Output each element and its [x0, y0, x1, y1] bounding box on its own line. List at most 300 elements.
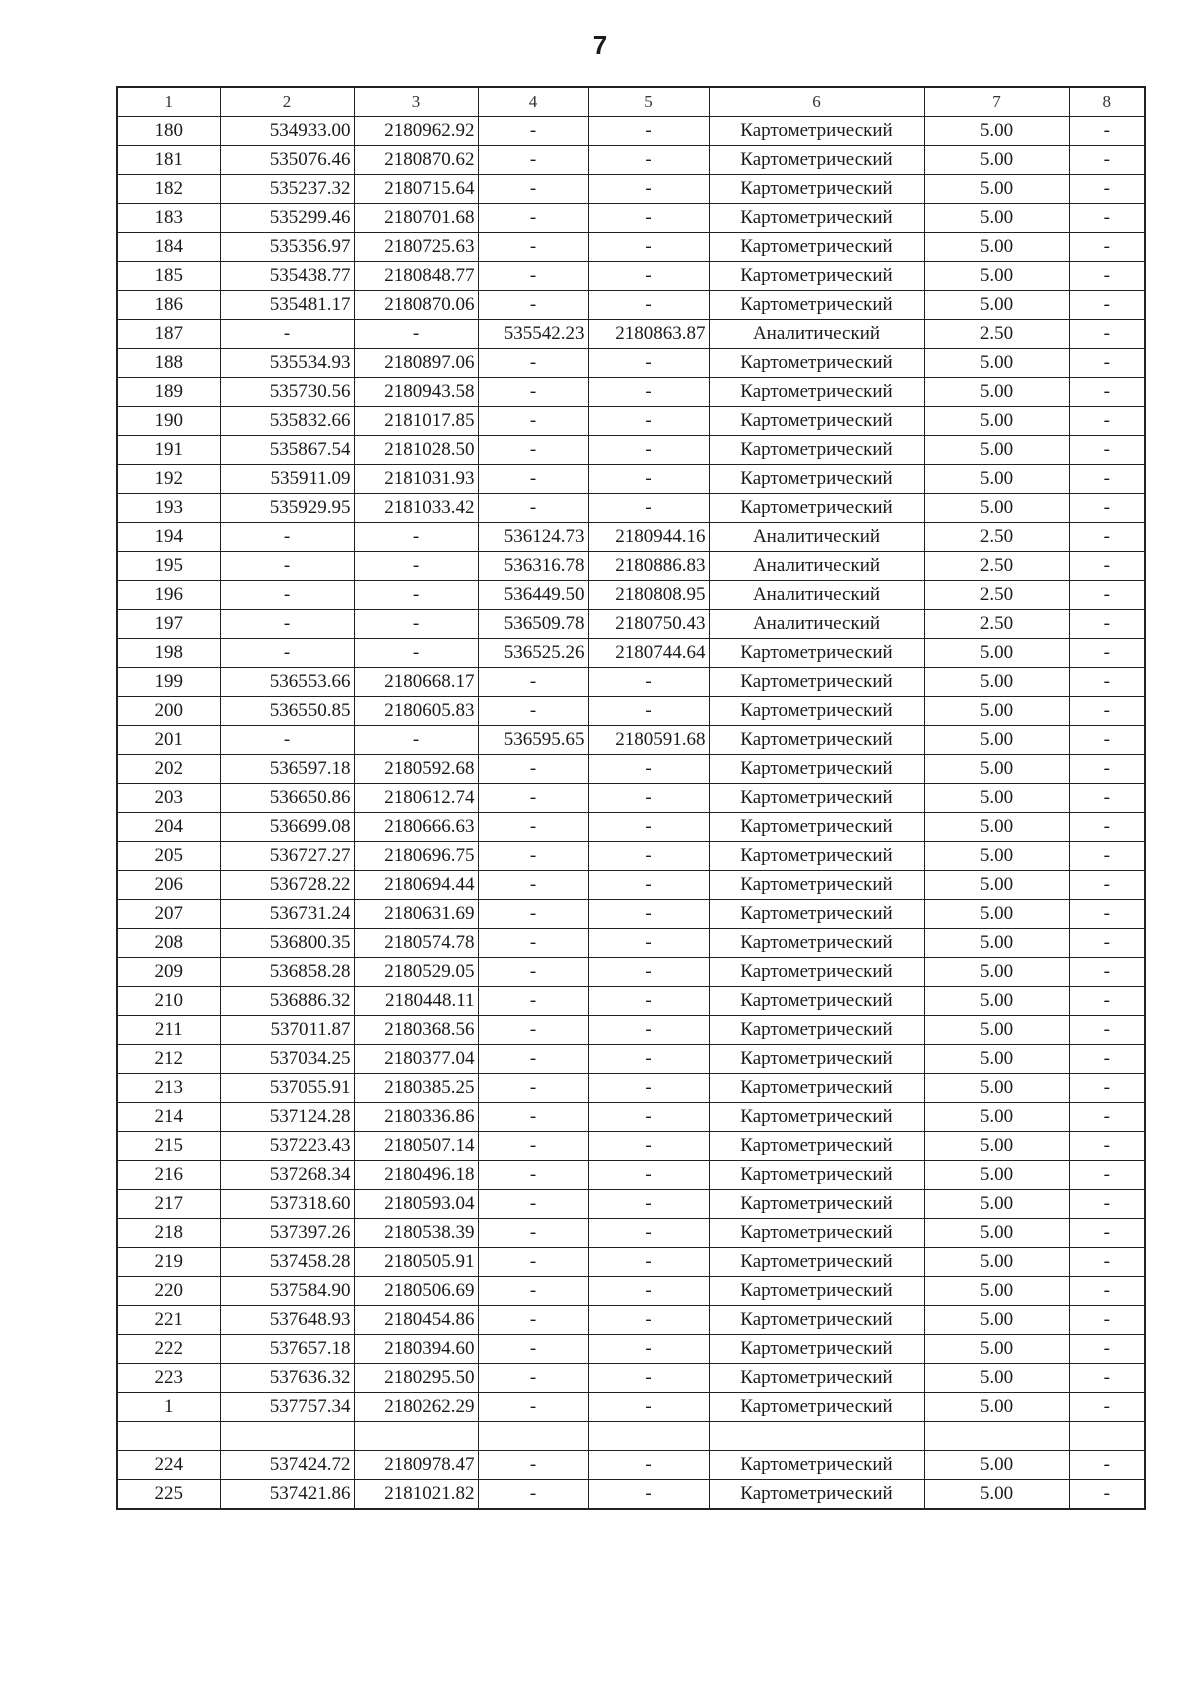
x-calculated-cell: -	[478, 929, 588, 958]
method-cell: Картометрический	[709, 813, 924, 842]
y-calculated-cell: -	[588, 697, 709, 726]
table-row	[117, 784, 1145, 813]
note-cell: -	[1069, 291, 1145, 320]
note-cell: -	[1069, 1103, 1145, 1132]
method-cell: Картометрический	[709, 494, 924, 523]
precision-cell: 5.00	[924, 1190, 1069, 1219]
x-coordinate-cell: 536699.08	[220, 813, 354, 842]
y-coordinate-cell: 2180262.29	[354, 1393, 478, 1422]
point-number-cell: 223	[117, 1364, 220, 1393]
note-cell: -	[1069, 581, 1145, 610]
x-calculated-cell: -	[478, 1277, 588, 1306]
precision-cell: 5.00	[924, 204, 1069, 233]
note-cell: -	[1069, 204, 1145, 233]
x-calculated-cell: -	[478, 900, 588, 929]
note-cell: -	[1069, 494, 1145, 523]
point-number-cell: 196	[117, 581, 220, 610]
point-number-cell: 193	[117, 494, 220, 523]
method-cell: Картометрический	[709, 1016, 924, 1045]
x-calculated-cell: 536124.73	[478, 523, 588, 552]
precision-cell: 5.00	[924, 1161, 1069, 1190]
y-calculated-cell: -	[588, 378, 709, 407]
note-cell: -	[1069, 523, 1145, 552]
x-calculated-cell: 536525.26	[478, 639, 588, 668]
x-coordinate-cell: 537424.72	[220, 1451, 354, 1480]
y-coordinate-cell: 2180631.69	[354, 900, 478, 929]
y-coordinate-cell: 2180715.64	[354, 175, 478, 204]
y-coordinate-cell: 2180696.75	[354, 842, 478, 871]
precision-cell	[924, 1422, 1069, 1451]
x-calculated-cell: -	[478, 146, 588, 175]
table-row	[117, 378, 1145, 407]
precision-cell: 5.00	[924, 1219, 1069, 1248]
x-calculated-cell: -	[478, 1335, 588, 1364]
table-row	[117, 465, 1145, 494]
x-coordinate-cell: -	[220, 581, 354, 610]
point-number-cell: 182	[117, 175, 220, 204]
x-coordinate-cell: -	[220, 726, 354, 755]
x-coordinate-cell: 537055.91	[220, 1074, 354, 1103]
table-row	[117, 494, 1145, 523]
table-row	[117, 871, 1145, 900]
y-coordinate-cell: 2180574.78	[354, 929, 478, 958]
precision-cell: 5.00	[924, 1074, 1069, 1103]
precision-cell: 5.00	[924, 175, 1069, 204]
precision-cell: 5.00	[924, 233, 1069, 262]
point-number-cell: 206	[117, 871, 220, 900]
note-cell: -	[1069, 668, 1145, 697]
precision-cell: 2.50	[924, 610, 1069, 639]
precision-cell: 5.00	[924, 668, 1069, 697]
y-coordinate-cell: 2180848.77	[354, 262, 478, 291]
note-cell: -	[1069, 117, 1145, 146]
y-calculated-cell: -	[588, 1393, 709, 1422]
y-calculated-cell: -	[588, 1306, 709, 1335]
precision-cell: 5.00	[924, 813, 1069, 842]
x-coordinate-cell: 537011.87	[220, 1016, 354, 1045]
table-row	[117, 407, 1145, 436]
x-coordinate-cell: -	[220, 610, 354, 639]
x-calculated-cell: -	[478, 697, 588, 726]
x-coordinate-cell: 536650.86	[220, 784, 354, 813]
x-coordinate-cell: -	[220, 523, 354, 552]
table-header-row	[117, 87, 1145, 117]
note-cell: -	[1069, 871, 1145, 900]
method-cell: Картометрический	[709, 1248, 924, 1277]
y-calculated-cell: -	[588, 813, 709, 842]
x-coordinate-cell: 536731.24	[220, 900, 354, 929]
x-coordinate-cell: 536553.66	[220, 668, 354, 697]
point-number-cell: 194	[117, 523, 220, 552]
note-cell: -	[1069, 1248, 1145, 1277]
precision-cell: 5.00	[924, 465, 1069, 494]
note-cell: -	[1069, 1190, 1145, 1219]
x-coordinate-cell: 535911.09	[220, 465, 354, 494]
note-cell: -	[1069, 784, 1145, 813]
note-cell: -	[1069, 813, 1145, 842]
y-coordinate-cell: -	[354, 610, 478, 639]
table-row	[117, 1161, 1145, 1190]
x-coordinate-cell: 537318.60	[220, 1190, 354, 1219]
note-cell: -	[1069, 436, 1145, 465]
note-cell: -	[1069, 233, 1145, 262]
y-coordinate-cell: 2180694.44	[354, 871, 478, 900]
x-coordinate-cell: 535832.66	[220, 407, 354, 436]
precision-cell: 5.00	[924, 262, 1069, 291]
x-coordinate-cell: 535237.32	[220, 175, 354, 204]
method-cell: Картометрический	[709, 1393, 924, 1422]
header-col-8: 8	[1069, 87, 1145, 117]
y-calculated-cell: -	[588, 1335, 709, 1364]
y-calculated-cell: -	[588, 929, 709, 958]
y-calculated-cell: -	[588, 1190, 709, 1219]
x-calculated-cell: 535542.23	[478, 320, 588, 349]
method-cell: Картометрический	[709, 1103, 924, 1132]
x-calculated-cell: -	[478, 784, 588, 813]
y-calculated-cell: -	[588, 784, 709, 813]
precision-cell: 5.00	[924, 117, 1069, 146]
x-calculated-cell: -	[478, 1451, 588, 1480]
precision-cell: 5.00	[924, 842, 1069, 871]
precision-cell: 2.50	[924, 552, 1069, 581]
note-cell: -	[1069, 146, 1145, 175]
table-row	[117, 1480, 1145, 1510]
method-cell	[709, 1422, 924, 1451]
note-cell: -	[1069, 987, 1145, 1016]
method-cell: Картометрический	[709, 1364, 924, 1393]
x-calculated-cell: -	[478, 871, 588, 900]
precision-cell: 5.00	[924, 1335, 1069, 1364]
y-calculated-cell: -	[588, 465, 709, 494]
y-calculated-cell: -	[588, 1451, 709, 1480]
point-number-cell: 186	[117, 291, 220, 320]
table-row	[117, 726, 1145, 755]
point-number-cell: 215	[117, 1132, 220, 1161]
method-cell: Аналитический	[709, 320, 924, 349]
precision-cell: 5.00	[924, 755, 1069, 784]
x-coordinate-cell: 537636.32	[220, 1364, 354, 1393]
y-coordinate-cell: 2180336.86	[354, 1103, 478, 1132]
header-col-5: 5	[588, 87, 709, 117]
method-cell: Картометрический	[709, 987, 924, 1016]
y-calculated-cell: -	[588, 494, 709, 523]
table-row	[117, 552, 1145, 581]
point-number-cell: 210	[117, 987, 220, 1016]
x-calculated-cell	[478, 1422, 588, 1451]
table-row	[117, 1335, 1145, 1364]
point-number-cell: 221	[117, 1306, 220, 1335]
x-calculated-cell: -	[478, 1393, 588, 1422]
table-row	[117, 262, 1145, 291]
point-number-cell: 200	[117, 697, 220, 726]
method-cell: Картометрический	[709, 204, 924, 233]
table-row	[117, 1103, 1145, 1132]
x-calculated-cell: -	[478, 1045, 588, 1074]
x-coordinate-cell: 536800.35	[220, 929, 354, 958]
header-col-3: 3	[354, 87, 478, 117]
method-cell: Картометрический	[709, 175, 924, 204]
note-cell: -	[1069, 697, 1145, 726]
point-number-cell: 202	[117, 755, 220, 784]
y-calculated-cell: -	[588, 900, 709, 929]
x-calculated-cell: -	[478, 494, 588, 523]
point-number-cell: 1	[117, 1393, 220, 1422]
note-cell: -	[1069, 726, 1145, 755]
table-row	[117, 639, 1145, 668]
method-cell: Картометрический	[709, 1045, 924, 1074]
note-cell: -	[1069, 929, 1145, 958]
point-number-cell: 222	[117, 1335, 220, 1364]
y-coordinate-cell: 2181028.50	[354, 436, 478, 465]
x-coordinate-cell: 534933.00	[220, 117, 354, 146]
note-cell: -	[1069, 1393, 1145, 1422]
method-cell: Картометрический	[709, 726, 924, 755]
y-calculated-cell: -	[588, 1480, 709, 1510]
y-calculated-cell: -	[588, 871, 709, 900]
x-coordinate-cell: 536886.32	[220, 987, 354, 1016]
table-row	[117, 1248, 1145, 1277]
note-cell: -	[1069, 1161, 1145, 1190]
table-row	[117, 1277, 1145, 1306]
precision-cell: 5.00	[924, 726, 1069, 755]
y-calculated-cell: -	[588, 1045, 709, 1074]
y-coordinate-cell: 2180943.58	[354, 378, 478, 407]
precision-cell: 5.00	[924, 1132, 1069, 1161]
method-cell: Картометрический	[709, 233, 924, 262]
table-row	[117, 291, 1145, 320]
point-number-cell: 195	[117, 552, 220, 581]
precision-cell: 5.00	[924, 1016, 1069, 1045]
method-cell: Картометрический	[709, 697, 924, 726]
method-cell: Картометрический	[709, 378, 924, 407]
x-calculated-cell: -	[478, 987, 588, 1016]
point-number-cell: 211	[117, 1016, 220, 1045]
method-cell: Картометрический	[709, 1277, 924, 1306]
note-cell: -	[1069, 900, 1145, 929]
note-cell: -	[1069, 1480, 1145, 1510]
point-number-cell: 213	[117, 1074, 220, 1103]
y-coordinate-cell: 2180368.56	[354, 1016, 478, 1045]
x-coordinate-cell: 537757.34	[220, 1393, 354, 1422]
precision-cell: 5.00	[924, 958, 1069, 987]
method-cell: Картометрический	[709, 1132, 924, 1161]
y-coordinate-cell: 2180668.17	[354, 668, 478, 697]
method-cell: Картометрический	[709, 1451, 924, 1480]
precision-cell: 5.00	[924, 871, 1069, 900]
point-number-cell: 205	[117, 842, 220, 871]
note-cell: -	[1069, 1306, 1145, 1335]
method-cell: Картометрический	[709, 146, 924, 175]
y-calculated-cell: -	[588, 755, 709, 784]
note-cell: -	[1069, 1451, 1145, 1480]
y-calculated-cell: -	[588, 146, 709, 175]
note-cell: -	[1069, 1335, 1145, 1364]
note-cell	[1069, 1422, 1145, 1451]
point-number-cell: 209	[117, 958, 220, 987]
table-body	[117, 117, 1145, 1510]
x-calculated-cell: -	[478, 1480, 588, 1510]
y-calculated-cell: -	[588, 1132, 709, 1161]
point-number-cell: 207	[117, 900, 220, 929]
note-cell: -	[1069, 958, 1145, 987]
y-coordinate-cell: 2180725.63	[354, 233, 478, 262]
table-row	[117, 929, 1145, 958]
y-calculated-cell: -	[588, 436, 709, 465]
y-coordinate-cell: 2180897.06	[354, 349, 478, 378]
point-number-cell: 183	[117, 204, 220, 233]
precision-cell: 5.00	[924, 436, 1069, 465]
method-cell: Картометрический	[709, 1161, 924, 1190]
table-row	[117, 1451, 1145, 1480]
y-calculated-cell: -	[588, 233, 709, 262]
y-coordinate-cell: -	[354, 581, 478, 610]
page-number: 7	[592, 30, 608, 60]
x-coordinate-cell: 535438.77	[220, 262, 354, 291]
method-cell: Аналитический	[709, 610, 924, 639]
table-row	[117, 1393, 1145, 1422]
point-number-cell: 198	[117, 639, 220, 668]
precision-cell: 2.50	[924, 320, 1069, 349]
x-coordinate-cell: 536597.18	[220, 755, 354, 784]
point-number-cell: 191	[117, 436, 220, 465]
method-cell: Картометрический	[709, 784, 924, 813]
point-number-cell: 181	[117, 146, 220, 175]
y-coordinate-cell	[354, 1422, 478, 1451]
method-cell: Картометрический	[709, 871, 924, 900]
y-calculated-cell: -	[588, 407, 709, 436]
table-row	[117, 1364, 1145, 1393]
point-number-cell: 214	[117, 1103, 220, 1132]
x-calculated-cell: -	[478, 1219, 588, 1248]
point-number-cell: 218	[117, 1219, 220, 1248]
x-calculated-cell: -	[478, 1016, 588, 1045]
method-cell: Картометрический	[709, 755, 924, 784]
x-calculated-cell: -	[478, 1248, 588, 1277]
y-calculated-cell: -	[588, 1248, 709, 1277]
precision-cell: 5.00	[924, 1480, 1069, 1510]
method-cell: Картометрический	[709, 407, 924, 436]
point-number-cell: 201	[117, 726, 220, 755]
y-calculated-cell: -	[588, 117, 709, 146]
point-number-cell: 180	[117, 117, 220, 146]
precision-cell: 5.00	[924, 407, 1069, 436]
y-coordinate-cell: 2181017.85	[354, 407, 478, 436]
method-cell: Картометрический	[709, 262, 924, 291]
precision-cell: 5.00	[924, 1393, 1069, 1422]
x-calculated-cell: 536449.50	[478, 581, 588, 610]
note-cell: -	[1069, 610, 1145, 639]
method-cell: Картометрический	[709, 291, 924, 320]
precision-cell: 5.00	[924, 494, 1069, 523]
precision-cell: 5.00	[924, 639, 1069, 668]
y-coordinate-cell: 2181031.93	[354, 465, 478, 494]
x-calculated-cell: -	[478, 262, 588, 291]
y-coordinate-cell: 2180448.11	[354, 987, 478, 1016]
point-number-cell: 184	[117, 233, 220, 262]
x-calculated-cell: 536509.78	[478, 610, 588, 639]
method-cell: Аналитический	[709, 581, 924, 610]
header-col-6: 6	[709, 87, 924, 117]
note-cell: -	[1069, 1219, 1145, 1248]
x-calculated-cell: -	[478, 204, 588, 233]
point-number-cell: 224	[117, 1451, 220, 1480]
precision-cell: 5.00	[924, 929, 1069, 958]
y-calculated-cell: 2180886.83	[588, 552, 709, 581]
y-coordinate-cell: 2180962.92	[354, 117, 478, 146]
precision-cell: 5.00	[924, 291, 1069, 320]
x-calculated-cell: -	[478, 407, 588, 436]
table-row	[117, 958, 1145, 987]
x-calculated-cell: -	[478, 117, 588, 146]
note-cell: -	[1069, 552, 1145, 581]
method-cell: Аналитический	[709, 552, 924, 581]
precision-cell: 5.00	[924, 987, 1069, 1016]
x-calculated-cell: -	[478, 233, 588, 262]
method-cell: Картометрический	[709, 349, 924, 378]
note-cell: -	[1069, 465, 1145, 494]
note-cell: -	[1069, 1277, 1145, 1306]
y-coordinate-cell: 2180592.68	[354, 755, 478, 784]
y-calculated-cell: -	[588, 842, 709, 871]
y-coordinate-cell: 2180454.86	[354, 1306, 478, 1335]
precision-cell: 5.00	[924, 784, 1069, 813]
x-calculated-cell: -	[478, 1132, 588, 1161]
precision-cell: 5.00	[924, 1364, 1069, 1393]
x-coordinate-cell: 537657.18	[220, 1335, 354, 1364]
precision-cell: 5.00	[924, 349, 1069, 378]
header-col-4: 4	[478, 87, 588, 117]
x-coordinate-cell: 535534.93	[220, 349, 354, 378]
table-row	[117, 175, 1145, 204]
x-calculated-cell: -	[478, 1103, 588, 1132]
y-calculated-cell: -	[588, 1277, 709, 1306]
y-coordinate-cell: -	[354, 523, 478, 552]
method-cell: Картометрический	[709, 929, 924, 958]
x-coordinate-cell: 535730.56	[220, 378, 354, 407]
precision-cell: 5.00	[924, 1306, 1069, 1335]
x-calculated-cell: -	[478, 755, 588, 784]
x-calculated-cell: -	[478, 349, 588, 378]
precision-cell: 5.00	[924, 900, 1069, 929]
y-coordinate-cell: 2180385.25	[354, 1074, 478, 1103]
x-coordinate-cell: 537458.28	[220, 1248, 354, 1277]
y-coordinate-cell: -	[354, 639, 478, 668]
x-coordinate-cell: 536727.27	[220, 842, 354, 871]
precision-cell: 5.00	[924, 146, 1069, 175]
x-coordinate-cell: 537034.25	[220, 1045, 354, 1074]
header-col-1: 1	[117, 87, 220, 117]
y-calculated-cell: -	[588, 1364, 709, 1393]
precision-cell: 5.00	[924, 1103, 1069, 1132]
x-calculated-cell: -	[478, 1161, 588, 1190]
y-coordinate-cell: -	[354, 320, 478, 349]
y-coordinate-cell: -	[354, 726, 478, 755]
precision-cell: 5.00	[924, 1277, 1069, 1306]
x-calculated-cell: -	[478, 668, 588, 697]
y-coordinate-cell: 2180394.60	[354, 1335, 478, 1364]
y-calculated-cell: -	[588, 987, 709, 1016]
y-calculated-cell: -	[588, 1016, 709, 1045]
y-coordinate-cell: 2181033.42	[354, 494, 478, 523]
table-row	[117, 233, 1145, 262]
x-coordinate-cell: 536728.22	[220, 871, 354, 900]
point-number-cell	[117, 1422, 220, 1451]
point-number-cell: 216	[117, 1161, 220, 1190]
note-cell: -	[1069, 262, 1145, 291]
x-coordinate-cell	[220, 1422, 354, 1451]
precision-cell: 5.00	[924, 697, 1069, 726]
table-row	[117, 1219, 1145, 1248]
